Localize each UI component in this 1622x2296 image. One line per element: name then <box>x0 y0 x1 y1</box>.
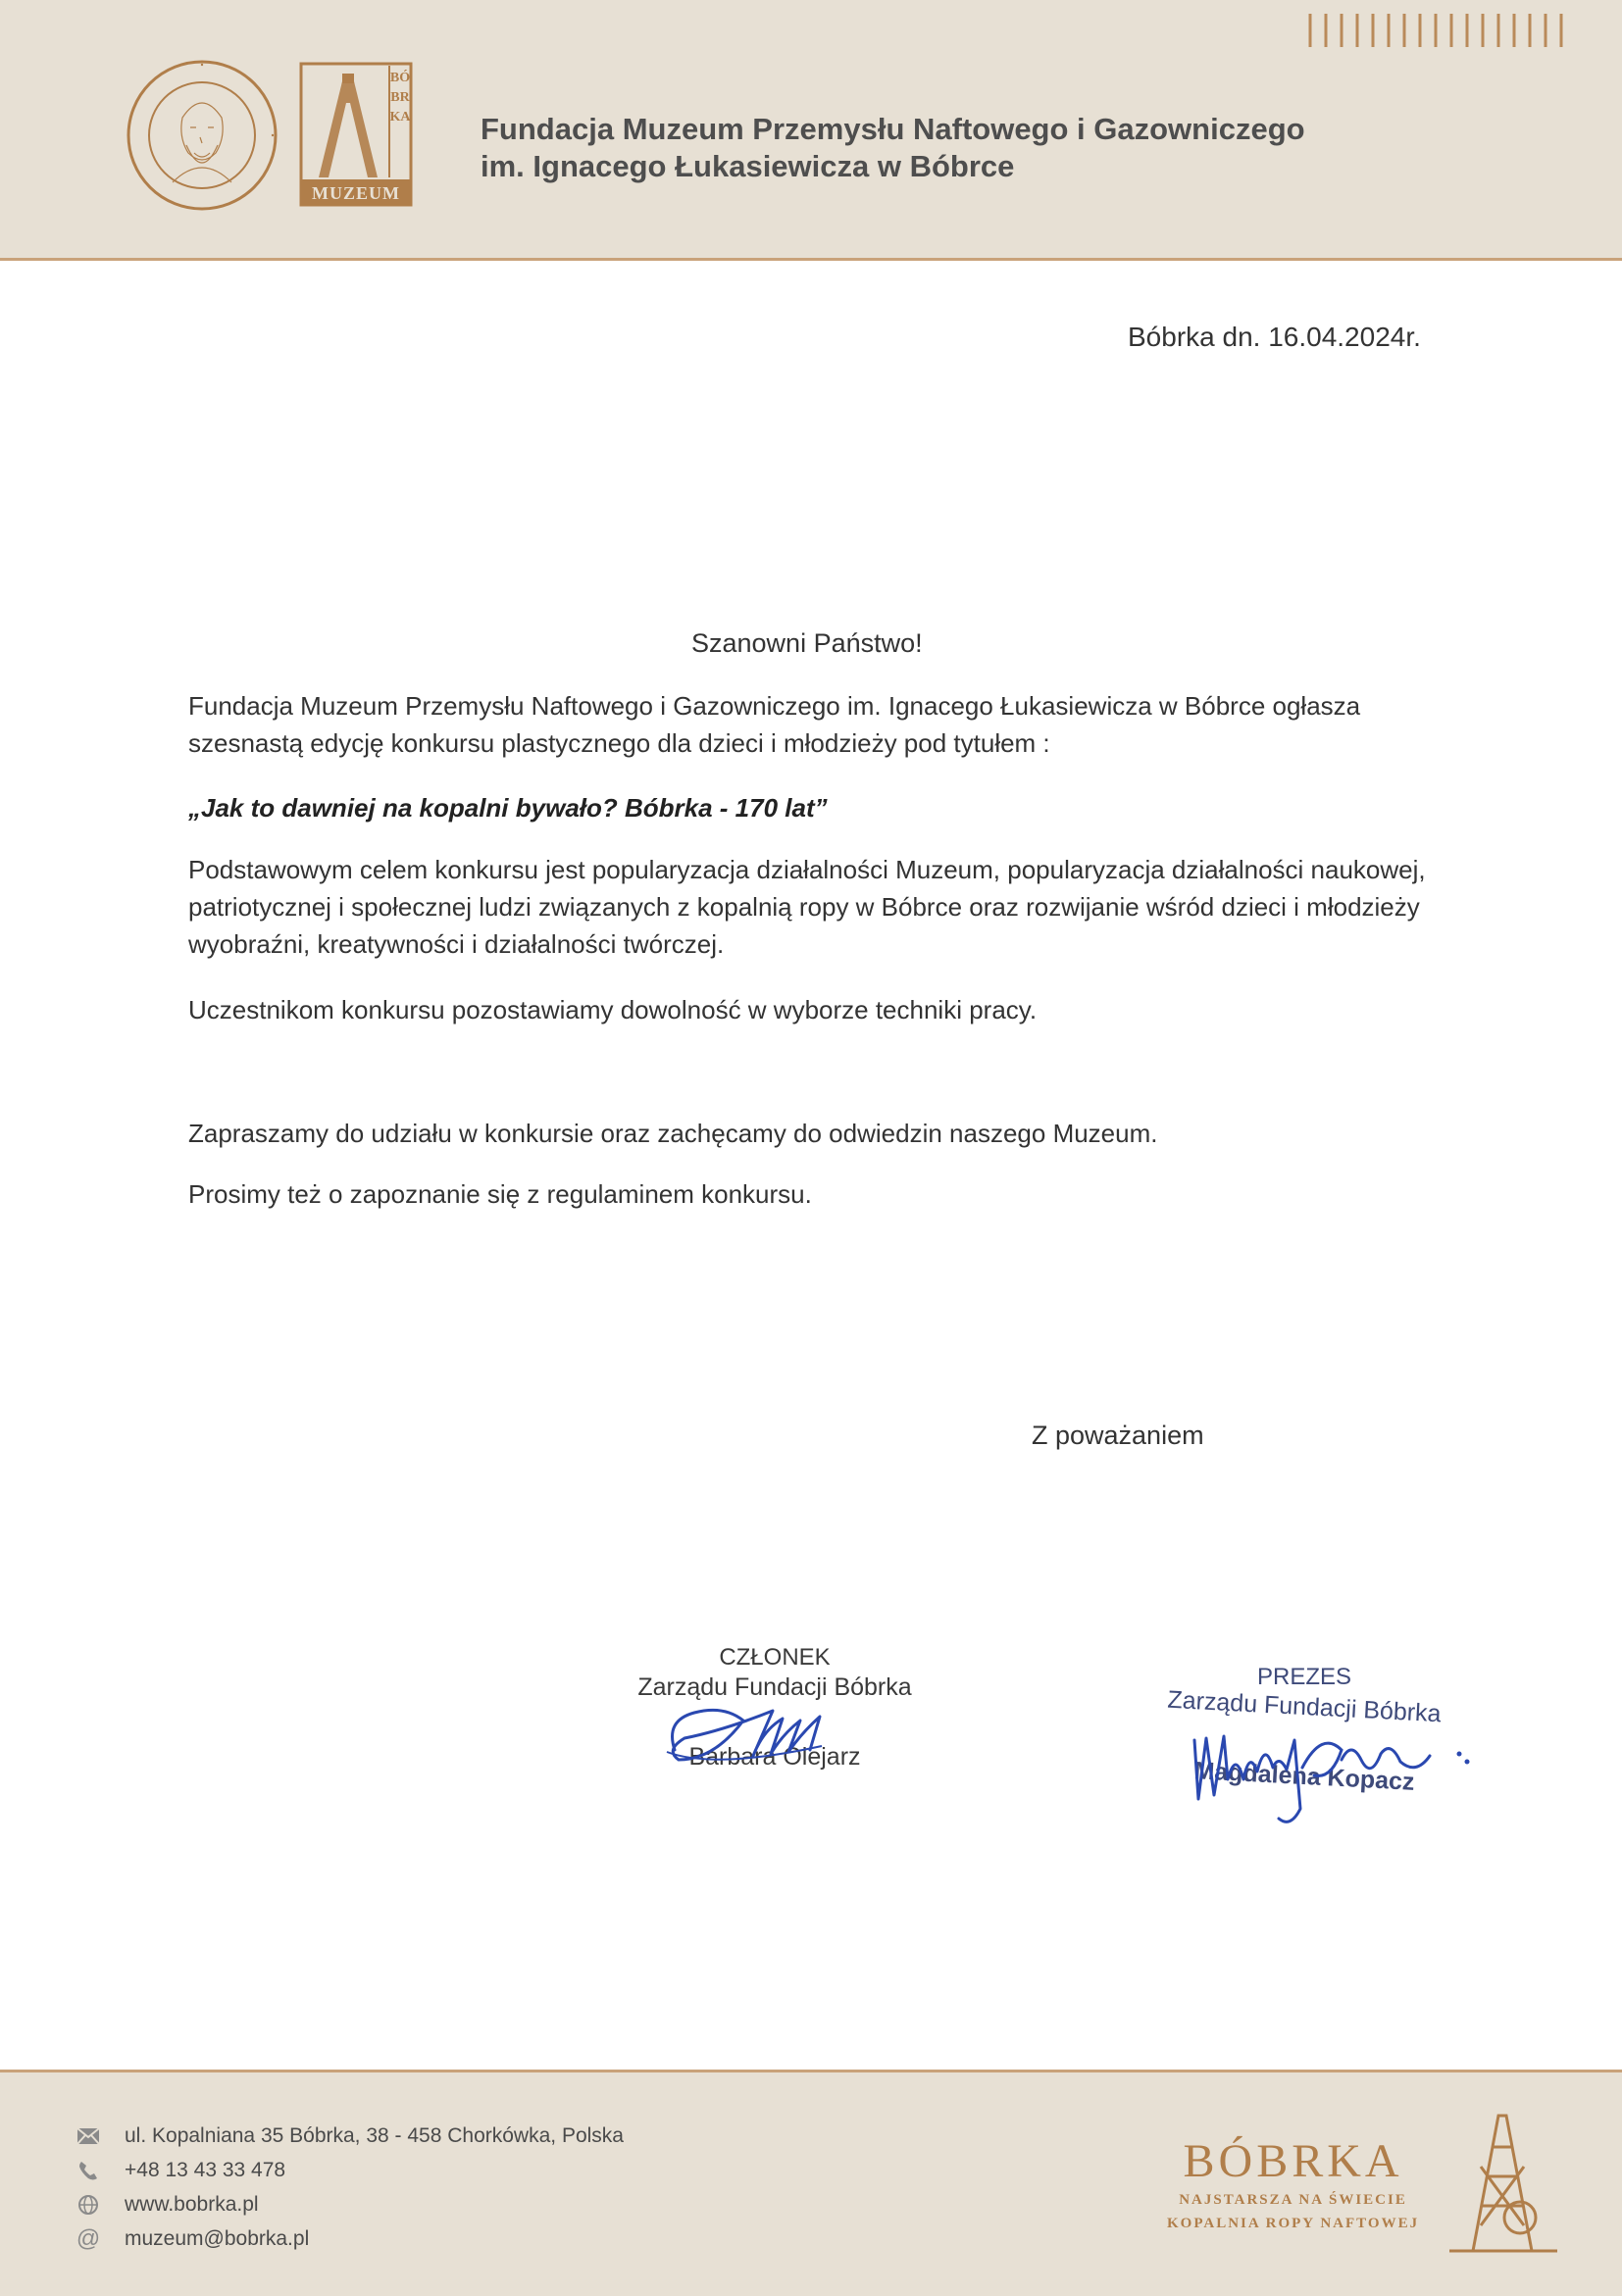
brand-tagline-2: KOPALNIA ROPY NAFTOWEJ <box>1167 2216 1420 2231</box>
signer-role: CZŁONEK <box>719 1644 831 1671</box>
closing: Z poważaniem <box>1032 1421 1204 1450</box>
paragraph-goal: Podstawowym celem konkursu jest popularyzacja działalności Muzeum, popularyzacja działalności naukowej, patriotycznej i społecznej ludzi związanych z kopalnią ropy w Bóbrce oraz rozwijanie wśród dzieci i młodzieży wyobraźni, kreatywności i działalności twórczej. <box>188 855 1426 959</box>
contact-text: www.bobrka.pl <box>125 2192 259 2216</box>
handwritten-signature-right <box>1185 1711 1479 1838</box>
letter-date: Bóbrka dn. 16.04.2024r. <box>1128 322 1421 352</box>
logo-vertical-text: BÓBRKA <box>389 71 411 125</box>
envelope-icon <box>74 2123 103 2149</box>
at-icon: @ <box>76 2224 101 2252</box>
brand-name: BÓBRKA <box>1183 2135 1403 2187</box>
letterhead-header <box>0 0 1622 261</box>
contact-address <box>74 2119 624 2153</box>
phone-icon <box>74 2158 103 2183</box>
barcode-marks <box>1306 14 1573 47</box>
paragraph-announcement: Fundacja Muzeum Przemysłu Naftowego i Gazowniczego im. Ignacego Łukasiewicza w Bóbrce ogłasza szesnastą edycję konkursu plastycznego dla dzieci i młodzieży pod tytułem : <box>188 691 1361 758</box>
brand-tagline-1: NAJSTARSZA NA ŚWIECIE <box>1179 2192 1407 2208</box>
logo-caption: MUZEUM <box>312 183 400 203</box>
contest-title: „Jak to dawniej na kopalni bywało? Bóbrka - 170 lat” <box>188 793 828 823</box>
contact-website <box>74 2187 624 2221</box>
foundation-seal-logo <box>126 59 279 212</box>
paragraph-invitation: Zapraszamy do udziału w konkursie oraz zachęcamy do odwiedzin naszego Muzeum. <box>188 1119 1158 1148</box>
handwritten-signature-left <box>655 1691 851 1779</box>
globe-icon <box>74 2192 103 2218</box>
contact-phone <box>74 2153 624 2187</box>
foundation-name <box>481 111 1305 185</box>
paragraph-regulations: Prosimy też o zapoznanie się z regulaminem konkursu. <box>188 1179 812 1209</box>
foundation-name-line2: im. Ignacego Łukasiewicza w Bóbrce <box>481 149 1015 183</box>
bobrka-brand <box>1167 2135 1419 2235</box>
signer-name: Barbara Olejarz <box>688 1743 861 1771</box>
salutation: Szanowni Państwo! <box>691 628 923 658</box>
oil-rig-illustration <box>1444 2108 1561 2255</box>
foundation-name-line1: Fundacja Muzeum Przemysłu Naftowego i Gazowniczego <box>481 112 1305 146</box>
paragraph-technique: Uczestnikom konkursu pozostawiamy dowolność w wyborze techniki pracy. <box>188 995 1038 1024</box>
contact-email <box>74 2221 624 2256</box>
signer-board: Zarządu Fundacji Bóbrka <box>637 1673 912 1701</box>
signer-role: PREZES <box>1256 1664 1352 1690</box>
contact-text: +48 13 43 33 478 <box>125 2158 286 2181</box>
signer-name: Magdalena Kopacz <box>1192 1757 1416 1796</box>
contact-text: muzeum@bobrka.pl <box>125 2226 310 2250</box>
contact-text: ul. Kopalniana 35 Bóbrka, 38 - 458 Chorkówka, Polska <box>125 2123 624 2147</box>
contact-list <box>74 2119 624 2256</box>
signer-board: Zarządu Fundacji Bóbrka <box>1166 1685 1443 1728</box>
